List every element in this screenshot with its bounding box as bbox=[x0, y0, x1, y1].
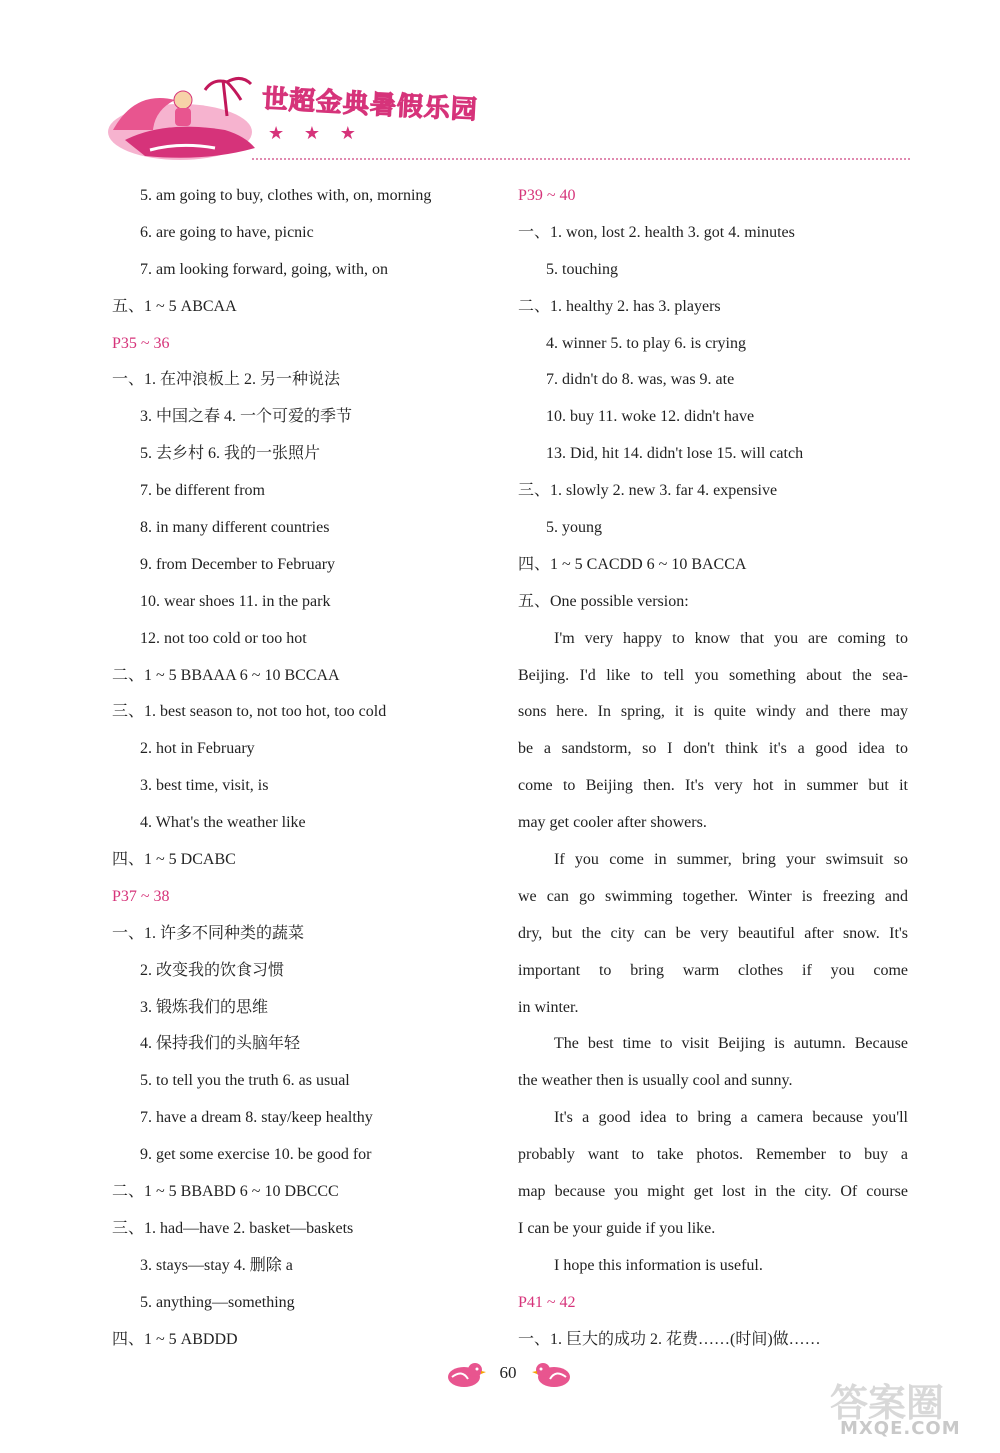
answer-line: 四、1 ~ 5 ABDDD bbox=[112, 1330, 238, 1348]
answer-line: 一、1. won, lost 2. health 3. got 4. minutes bbox=[518, 223, 795, 241]
answer-line: 三、1. best season to, not too hot, too cold bbox=[112, 703, 387, 721]
essay-line: Beijing. I'd like to tell you something about the sea- bbox=[518, 666, 908, 684]
answer-line: 4. winner 5. to play 6. is crying bbox=[546, 334, 746, 352]
answer-line: 四、1 ~ 5 DCABC bbox=[112, 851, 236, 869]
answer-line: 5. 去乡村 6. 我的一张照片 bbox=[140, 445, 321, 463]
answer-line: 3. best time, visit, is bbox=[140, 777, 269, 795]
answer-line: 4. What's the weather like bbox=[140, 814, 306, 832]
answer-line: 2. 改变我的饮食习惯 bbox=[140, 961, 285, 979]
page-header bbox=[0, 0, 1000, 175]
answer-line: 一、1. 在冲浪板上 2. 另一种说法 bbox=[112, 371, 341, 389]
answer-line: 6. are going to have, picnic bbox=[140, 223, 314, 241]
essay-line: in winter. bbox=[518, 998, 579, 1016]
page-number: 60 bbox=[499, 1363, 517, 1382]
essay-line: be a sandstorm, so I don't think it's a good idea to bbox=[518, 740, 908, 758]
answer-line: 五、1 ~ 5 ABCAA bbox=[112, 297, 237, 315]
right-answer-column bbox=[518, 178, 908, 1359]
answer-line: 4. 保持我们的头脑年轻 bbox=[140, 1035, 301, 1053]
answer-line: 二、1 ~ 5 BBABD 6 ~ 10 DBCCC bbox=[112, 1183, 339, 1201]
answer-line: 7. be different from bbox=[140, 482, 265, 500]
essay bbox=[518, 621, 908, 1285]
answer-line: 12. not too cold or too hot bbox=[140, 629, 307, 647]
essay-line: we can go swimming together. Winter is freezing and bbox=[518, 887, 908, 905]
essay-line: The best time to visit Beijing is autumn. Because bbox=[554, 1035, 908, 1053]
header-divider bbox=[252, 158, 910, 160]
answer-line: 3. stays—stay 4. 删除 a bbox=[140, 1256, 293, 1274]
answer-line: 四、1 ~ 5 CACDD 6 ~ 10 BACCA bbox=[518, 555, 747, 573]
answer-line: 三、1. slowly 2. new 3. far 4. expensive bbox=[518, 482, 778, 500]
answer-line: 3. 锻炼我们的思维 bbox=[140, 998, 269, 1016]
star-icon: ★ bbox=[339, 123, 356, 144]
watermark-site: MXQE.COM bbox=[840, 1418, 961, 1439]
star-icon: ★ bbox=[303, 123, 321, 144]
surfer-logo-icon bbox=[105, 70, 265, 165]
answer-line: 8. in many different countries bbox=[140, 519, 330, 537]
section-heading: P41 ~ 42 bbox=[518, 1293, 576, 1311]
watermark-logo: 答案圈 bbox=[830, 1381, 945, 1425]
essay-line: come to Beijing then. It's very hot in summer but it bbox=[518, 777, 908, 795]
answer-line: 二、1 ~ 5 BBAAA 6 ~ 10 BCCAA bbox=[112, 666, 340, 684]
answer-line: 7. have a dream 8. stay/keep healthy bbox=[140, 1109, 373, 1127]
essay-line: the weather then is usually cool and sunny. bbox=[518, 1072, 793, 1090]
answer-line: 13. Did, hit 14. didn't lose 15. will catch bbox=[546, 445, 804, 463]
essay-line: I hope this information is useful. bbox=[554, 1256, 763, 1274]
essay-line: I can be your guide if you like. bbox=[518, 1219, 716, 1237]
answer-line: 5. young bbox=[546, 519, 602, 537]
answer-line: 10. buy 11. woke 12. didn't have bbox=[546, 408, 755, 426]
answer-line: 2. hot in February bbox=[140, 740, 255, 758]
answer-line: 一、1. 许多不同种类的蔬菜 bbox=[112, 924, 305, 942]
answer-line: 三、1. had—have 2. basket—baskets bbox=[112, 1219, 354, 1237]
answer-line: 五、One possible version: bbox=[518, 592, 689, 610]
answer-line: 3. 中国之春 4. 一个可爱的季节 bbox=[140, 408, 353, 426]
essay-line: probably want to take photos. Remember to buy a bbox=[518, 1146, 908, 1164]
book-title: 世超金典暑假乐园 bbox=[261, 84, 479, 126]
answer-line: 一、1. 巨大的成功 2. 花费……(时间)做…… bbox=[518, 1330, 821, 1348]
left-answer-column bbox=[112, 178, 502, 1359]
essay-line: It's a good idea to bring a camera because you'll bbox=[554, 1109, 908, 1127]
star-decorations bbox=[268, 123, 370, 144]
answer-line: 10. wear shoes 11. in the park bbox=[140, 592, 331, 610]
bird-icon bbox=[532, 1359, 576, 1389]
essay-line: important to bring warm clothes if you come bbox=[518, 961, 908, 979]
essay-line: may get cooler after showers. bbox=[518, 814, 707, 832]
section-heading: P37 ~ 38 bbox=[112, 887, 170, 905]
essay-line: dry, but the city can be very beautiful after snow. It's bbox=[518, 924, 908, 942]
answer-line: 9. from December to February bbox=[140, 555, 336, 573]
answer-line: 9. get some exercise 10. be good for bbox=[140, 1146, 372, 1164]
bird-icon bbox=[442, 1359, 486, 1389]
answer-line: 7. am looking forward, going, with, on bbox=[140, 260, 388, 278]
section-heading: P35 ~ 36 bbox=[112, 334, 170, 352]
essay-line: I'm very happy to know that you are coming to bbox=[554, 629, 908, 647]
answer-line: 5. am going to buy, clothes with, on, morning bbox=[140, 187, 432, 204]
answer-line: 5. anything—something bbox=[140, 1293, 295, 1311]
answer-line: 5. touching bbox=[546, 260, 618, 278]
answer-line: 5. to tell you the truth 6. as usual bbox=[140, 1072, 350, 1090]
answer-line: 二、1. healthy 2. has 3. players bbox=[518, 297, 721, 315]
star-icon: ★ bbox=[268, 123, 285, 144]
essay-line: sons here. In spring, it is quite windy and there may bbox=[518, 703, 908, 721]
answer-line: 7. didn't do 8. was, was 9. ate bbox=[546, 371, 735, 389]
section-heading: P39 ~ 40 bbox=[518, 187, 576, 204]
essay-line: map because you might get lost in the city. Of course bbox=[518, 1183, 908, 1201]
essay-line: If you come in summer, bring your swimsuit so bbox=[554, 851, 908, 869]
